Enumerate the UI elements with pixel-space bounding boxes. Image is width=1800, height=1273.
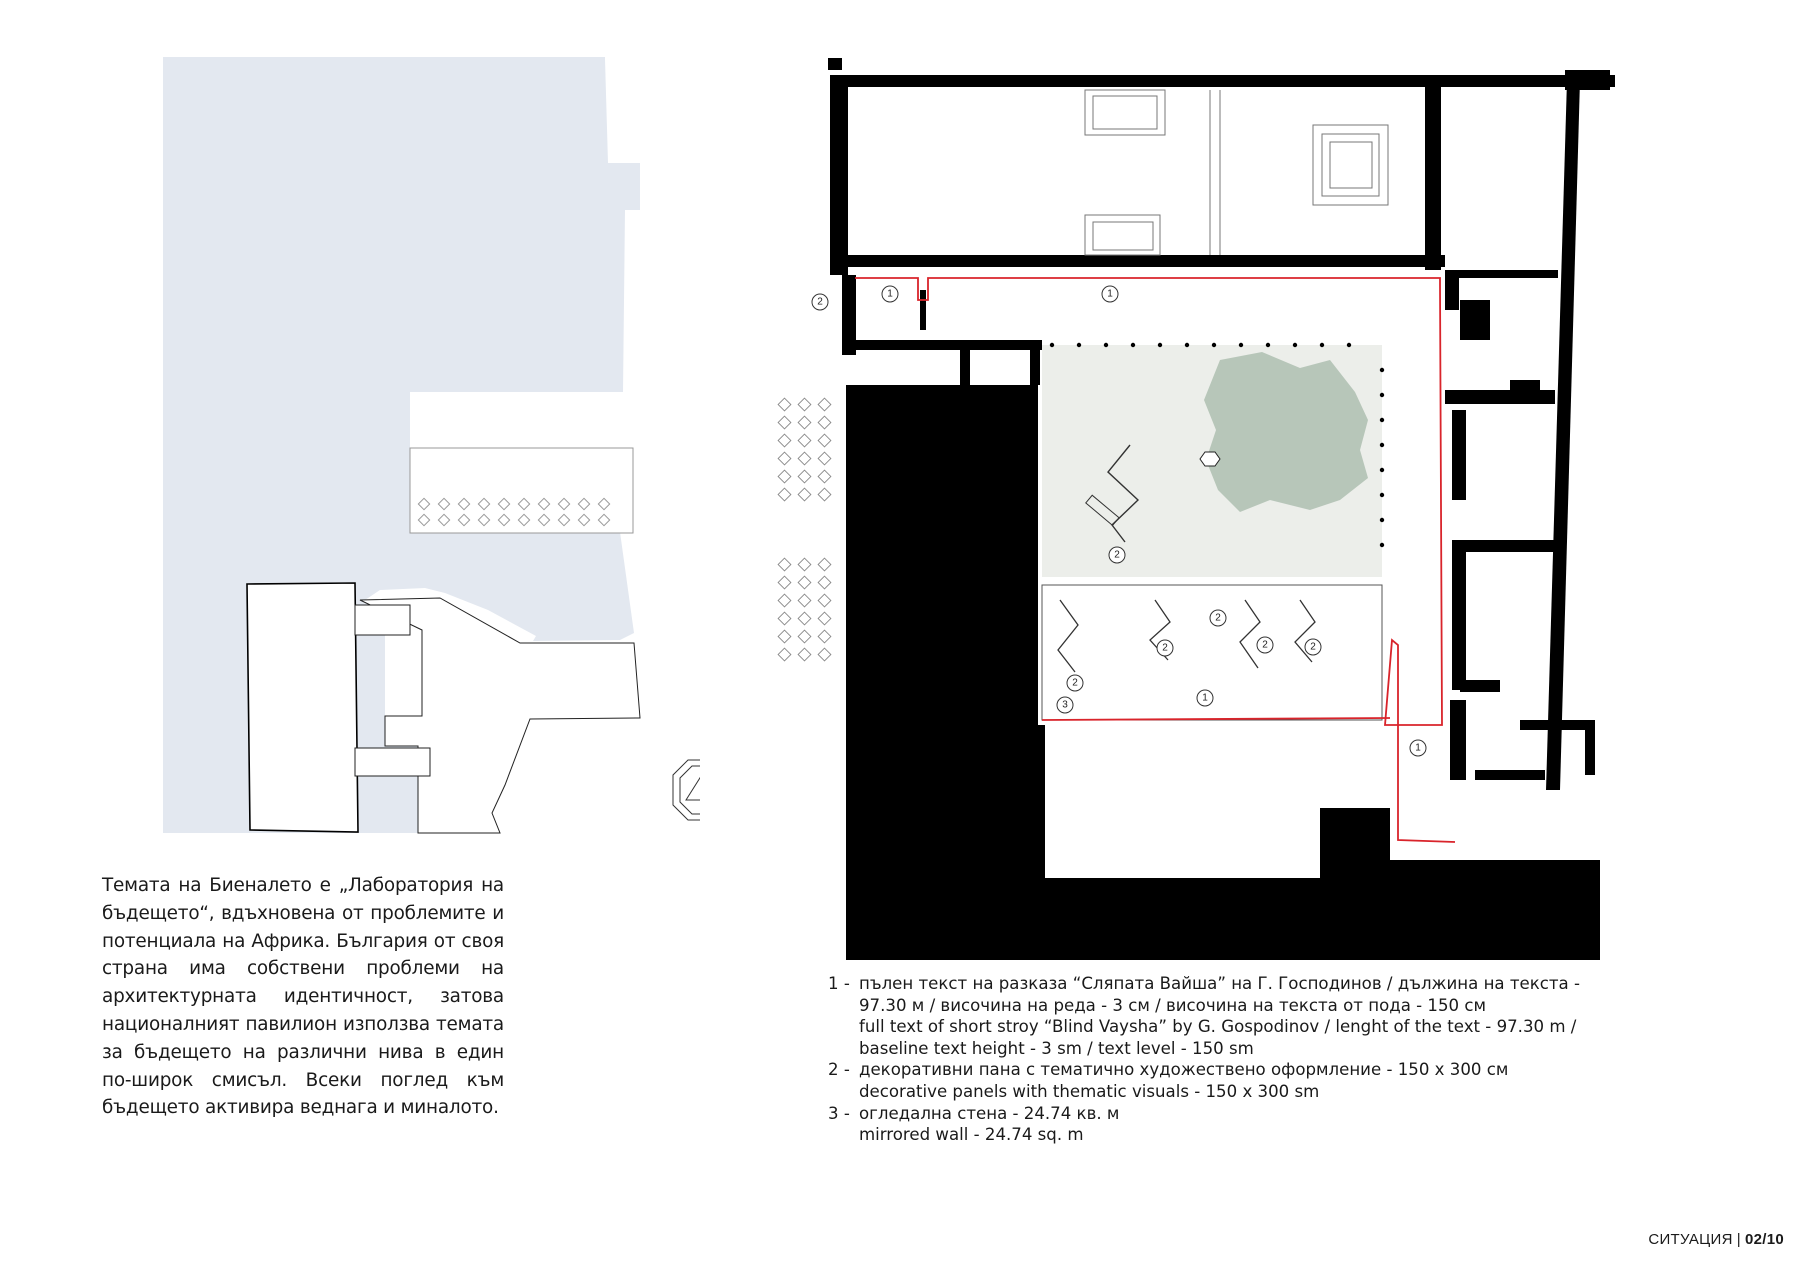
legend-line: baseline text height - 3 sm / text level - 150 sm [859,1038,1254,1058]
plan-marker [1102,286,1118,302]
column [1131,343,1135,347]
chair [798,470,811,483]
plan-marker [1410,740,1426,756]
chair [778,452,791,465]
chair [818,398,831,411]
svg-text:2: 2 [1114,549,1120,561]
svg-text:2: 2 [1072,677,1078,689]
legend [828,973,1648,1146]
chair [798,452,811,465]
column [1185,343,1189,347]
chair [818,612,831,625]
chair [798,398,811,411]
column [1266,343,1270,347]
chair [818,558,831,571]
legend-line: 97.30 м / височина на реда - 3 см / височина на текста от пода - 150 см [859,995,1486,1015]
column [1380,468,1384,472]
column [1380,418,1384,422]
footer-separator: | [1736,1231,1741,1248]
description-text: Темата на Биеналето е „Лаборатория на бъдещето“, вдъхновена от проблемите и потенциала на Африка. България от своя страна има собствени проблеми на архитектурната идентичност, затова националният павилион използва темата за бъдещето на различни нива в един по-широк смисъл. Всеки поглед към бъдещето активира веднага и миналото. [102,875,504,1119]
plan-marker [1257,637,1273,653]
chair [778,612,791,625]
chair [818,488,831,501]
chair [798,416,811,429]
chair [818,630,831,643]
plan-marker [812,294,828,310]
plan-marker [1109,547,1125,563]
svg-text:1: 1 [887,288,893,300]
chair [778,470,791,483]
svg-text:2: 2 [817,296,823,308]
chair [798,630,811,643]
plan-marker [1067,675,1083,691]
legend-number: 1 - [828,974,850,993]
svg-text:2: 2 [1215,612,1221,624]
west-walls [842,275,1042,390]
column [1158,343,1162,347]
legend-line: full text of short stroy “Blind Vaysha” by G. Gospodinov / lenght of the text - 97.30 m / [859,1017,1577,1037]
chair [798,612,811,625]
svg-text:2: 2 [1262,639,1268,651]
svg-text:1: 1 [1107,288,1113,300]
chair [778,488,791,501]
svg-text:2: 2 [1310,641,1316,653]
column [1380,368,1384,372]
svg-text:1: 1 [1202,692,1208,704]
fountain [1200,452,1220,466]
column [1050,343,1054,347]
chair [818,434,831,447]
column [1380,393,1384,397]
plan-marker [1197,690,1213,706]
legend-number: 3 - [828,1103,850,1123]
chair [778,630,791,643]
svg-text:1: 1 [1415,742,1421,754]
legend-line: mirrored wall - 24.74 sq. m [859,1125,1084,1145]
north-wing-walls [828,58,1615,275]
chair [778,576,791,589]
column [1380,543,1384,547]
north-wing-interior [1085,90,1388,255]
column [1104,343,1108,347]
plan-marker [1305,639,1321,655]
column [1239,343,1243,347]
chair [818,416,831,429]
plan-marker [882,286,898,302]
chair [798,648,811,661]
chair [818,648,831,661]
chair [778,398,791,411]
legend-item [828,973,1648,1059]
footer [1648,1231,1784,1248]
column [1320,343,1324,347]
legend-item [828,1059,1648,1102]
legend-line: декоративни пана с тематично художествено оформление - 150 х 300 см [859,1060,1509,1080]
chair [778,416,791,429]
legend-line: decorative panels with thematic visuals - 150 x 300 sm [859,1081,1320,1101]
entrance-chairs [778,398,831,661]
chair [778,558,791,571]
plan-marker [1210,610,1226,626]
chair [798,558,811,571]
chair [798,594,811,607]
plan-marker [1057,697,1073,713]
column [1212,343,1216,347]
chair [798,434,811,447]
footer-section: СИТУАЦИЯ [1648,1231,1733,1248]
plan-marker [1157,640,1173,656]
chair [798,576,811,589]
chair [818,452,831,465]
footer-page-number: 02/10 [1744,1231,1784,1248]
chair [818,470,831,483]
svg-text:2: 2 [1162,642,1168,654]
chair [778,648,791,661]
svg-text:3: 3 [1062,699,1068,711]
legend-number: 2 - [828,1060,850,1080]
column [1293,343,1297,347]
chair [818,594,831,607]
chair [818,576,831,589]
east-wing-walls [1445,80,1595,790]
column [1380,443,1384,447]
chair [778,434,791,447]
legend-line: пълен текст на разказа “Сляпата Вайша” на Г. Господинов / дължина на текста - [859,974,1580,993]
legend-line: огледална стена - 24.74 кв. м [859,1103,1120,1123]
chair [798,488,811,501]
column [1347,343,1351,347]
column [1380,518,1384,522]
legend-item [828,1103,1648,1146]
column [1380,493,1384,497]
chair [778,594,791,607]
column [1077,343,1081,347]
south-yard [1046,725,1320,875]
